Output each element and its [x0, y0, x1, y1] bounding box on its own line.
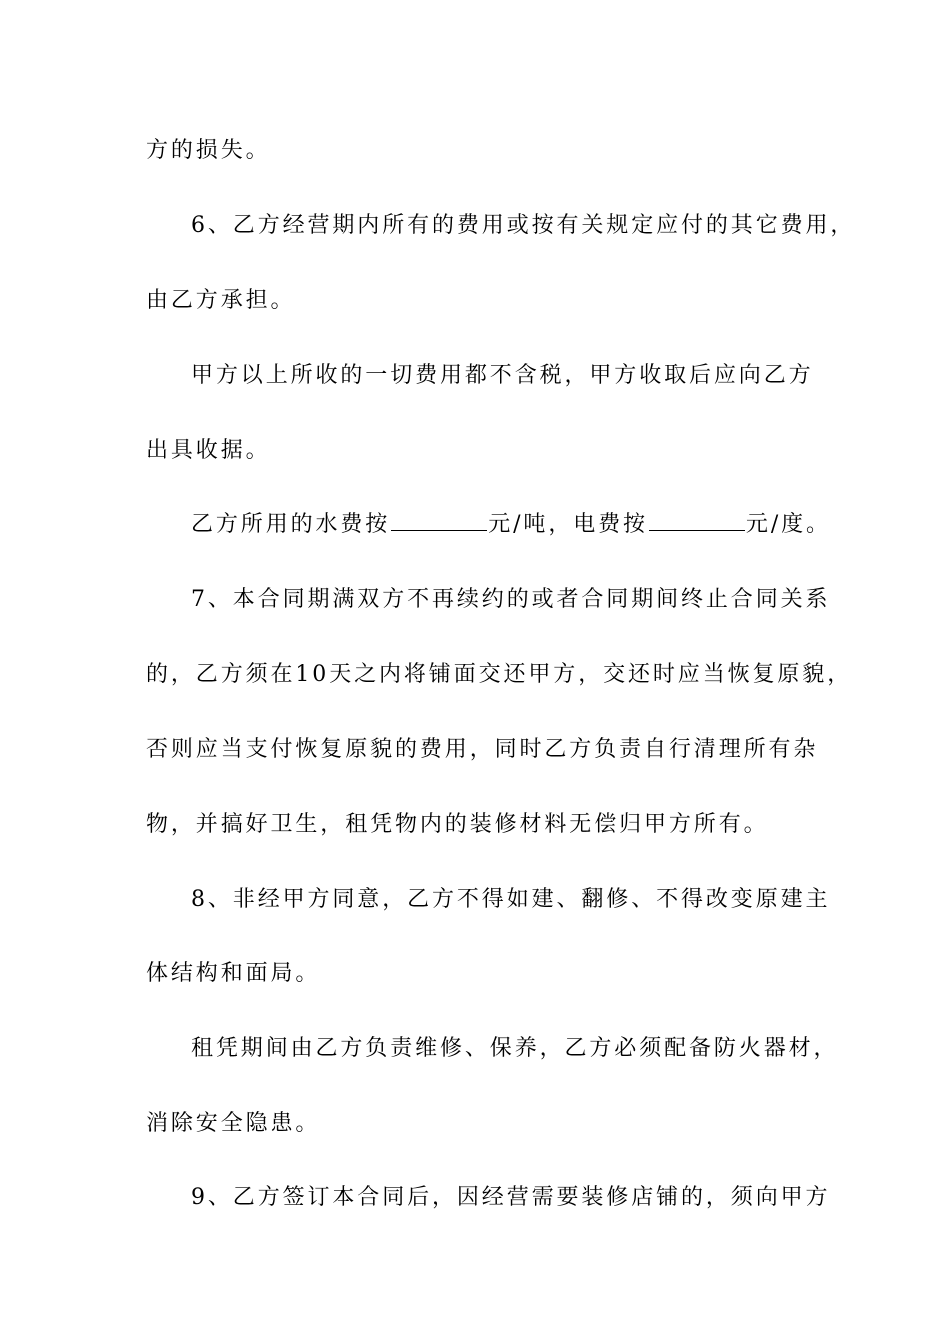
paragraph-line: 方的损失。	[146, 138, 271, 163]
paragraph-line: 甲方以上所收的一切费用都不含税，甲方收取后应向乙方	[191, 363, 814, 388]
paragraph-line: 的，乙方须在10天之内将铺面交还甲方，交还时应当恢复原貌，	[146, 662, 853, 687]
paragraph-line: 7、本合同期满双方不再续约的或者合同期间终止合同关系	[191, 587, 831, 612]
fee-line-water-label: 乙方所用的水费按	[191, 512, 391, 537]
paragraph-line: 出具收据。	[146, 438, 271, 463]
paragraph-line: 6、乙方经营期内所有的费用或按有关规定应付的其它费用，	[191, 213, 856, 238]
paragraph-line: 9、乙方签订本合同后，因经营需要装修店铺的，须向甲方	[191, 1185, 831, 1210]
water-fee-blank	[391, 510, 487, 531]
fee-line	[191, 510, 831, 540]
paragraph-line: 租凭期间由乙方负责维修、保养，乙方必须配备防火器材，	[191, 1036, 839, 1061]
paragraph-line: 消除安全隐患。	[146, 1111, 321, 1136]
paragraph-line: 物，并搞好卫生，租凭物内的装修材料无偿归甲方所有。	[146, 812, 769, 837]
paragraph-line: 否则应当支付恢复原貌的费用，同时乙方负责自行清理所有杂	[146, 737, 819, 762]
fee-line-electric-label: 元/吨，电费按	[488, 512, 648, 537]
paragraph-line: 体结构和面局。	[146, 961, 321, 986]
paragraph-line: 8、非经甲方同意，乙方不得如建、翻修、不得改变原建主	[191, 887, 831, 912]
electric-fee-blank	[649, 510, 745, 531]
paragraph-line: 由乙方承担。	[146, 288, 296, 313]
fee-line-unit: 元/度。	[745, 512, 831, 537]
